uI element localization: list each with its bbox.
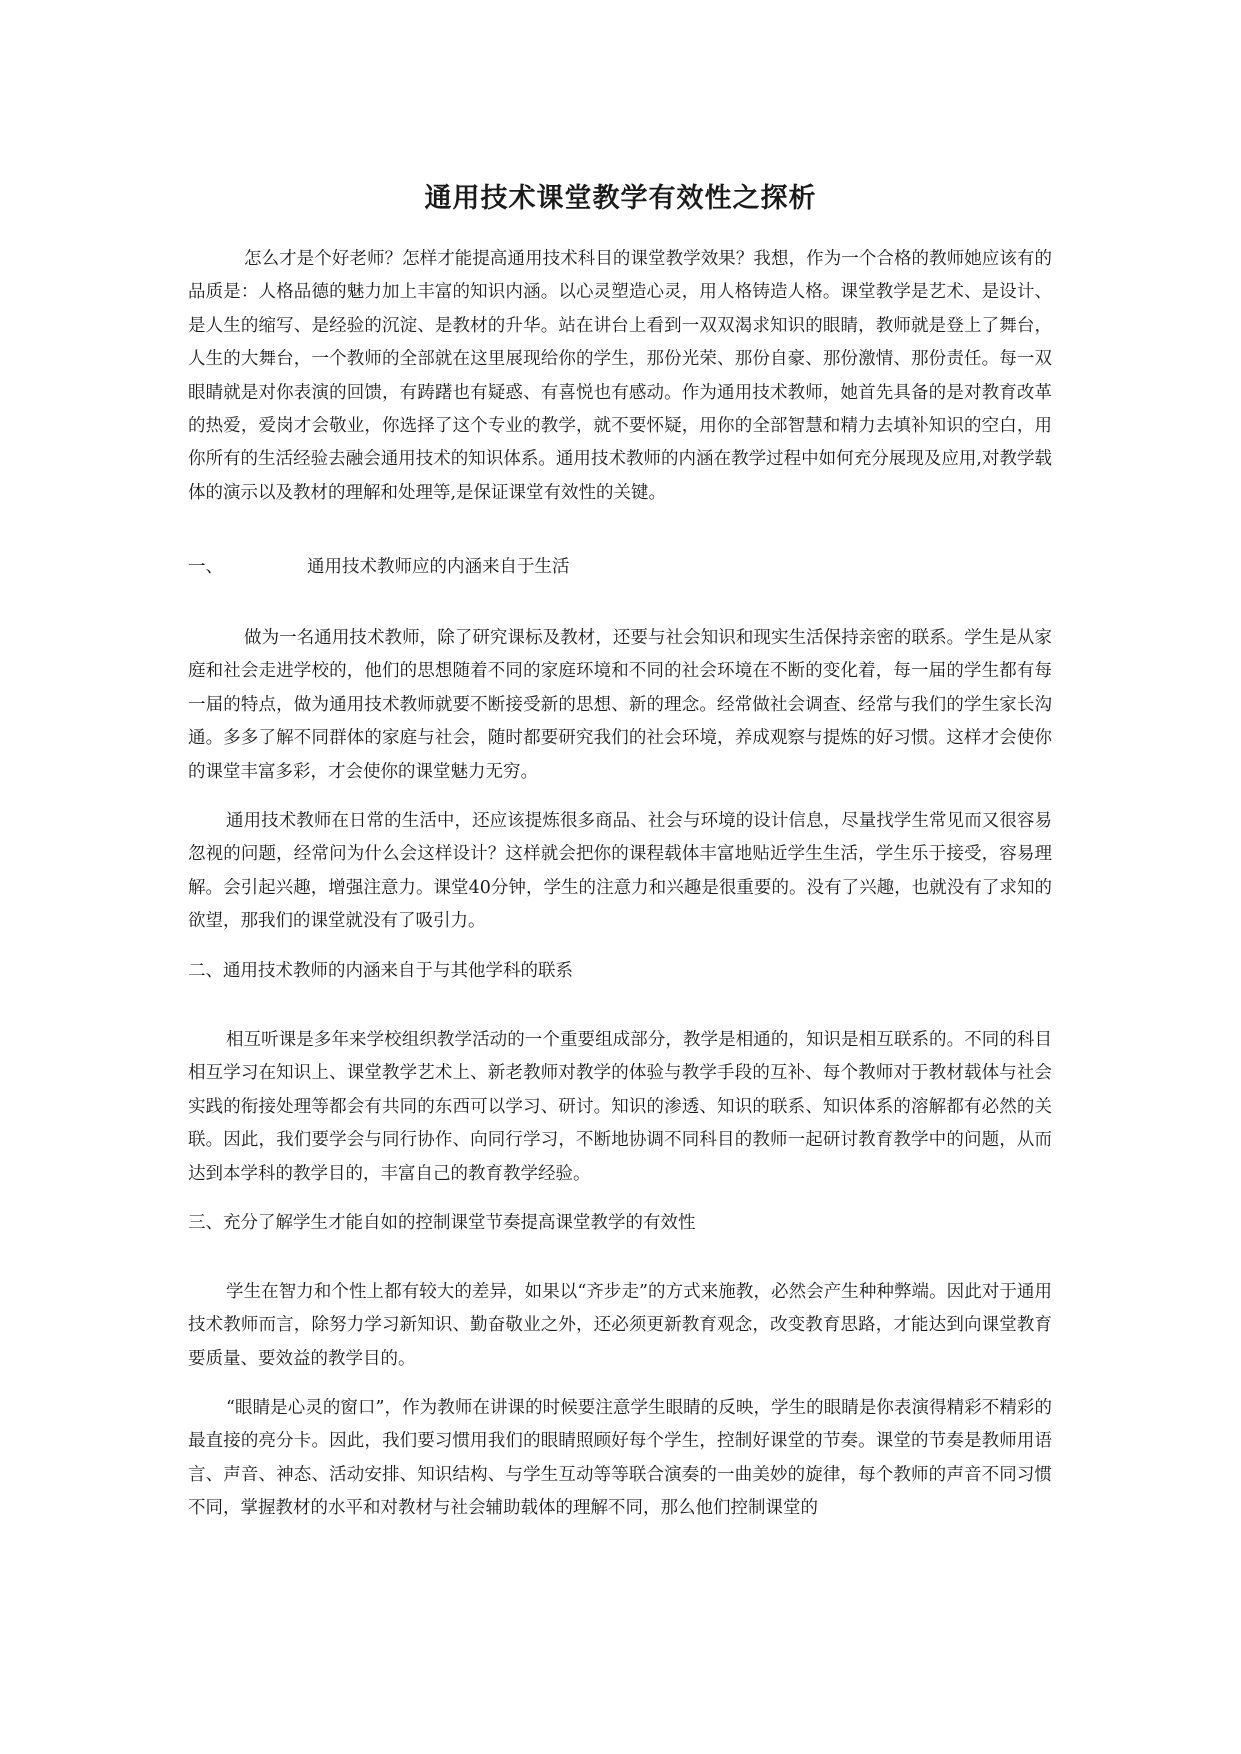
document-title: 通用技术课堂教学有效性之探析 xyxy=(424,183,817,215)
section1-paragraph-1: 做为一名通用技术教师，除了研究课标及教材，还要与社会知识和现实生活保持亲密的联系。学生是从家庭和社会走进学校的，他们的思想随着不同的家庭环境和不同的社会环境在不断的变化着，每一届的学生都有每一届的特点，做为通用技术教师就要不断接受新的思想、新的理念。经常做社会调查、经常与我们的学生家长沟通。多多了解不同群体的家庭与社会，随时都要研究我们的社会环境，养成观察与提炼的好习惯。这样才会使你的课堂丰富多彩，才会使你的课堂魅力无穷。 xyxy=(188,628,1052,782)
section3-heading: 三、充分了解学生才能自如的控制课堂节奏提高课堂教学的有效性 xyxy=(188,1213,696,1233)
section2-heading: 二、通用技术教师的内涵来自于与其他学科的联系 xyxy=(188,961,573,981)
section1-heading-text: 通用技术教师应的内涵来自于生活 xyxy=(307,557,570,577)
section1-heading xyxy=(188,551,1052,584)
section3-paragraph-2: “眼睛是心灵的窗口”，作为教师在讲课的时候要注意学生眼睛的反映，学生的眼睛是你表演得精彩不精彩的最直接的亮分卡。因此，我们要习惯用我们的眼睛照顾好每个学生，控制好课堂的节奏。课堂的节奏是教师用语言、声音、神态、活动安排、知识结构、与学生互动等等联合演奏的一曲美妙的旋律，每个教师的声音不同习惯不同，掌握教材的水平和对教材与社会辅助载体的理解不同，那么他们控制课堂的 xyxy=(188,1398,1052,1519)
section3-paragraph-1: 学生在智力和个性上都有较大的差异，如果以“齐步走”的方式来施教，必然会产生种种弊端。因此对于通用技术教师而言，除努力学习新知识、勤奋敬业之外，还必须更新教育观念，改变教育思路，才能达到向课堂教育要质量、要效益的教学目的。 xyxy=(188,1282,1052,1369)
section1-paragraph-2: 通用技术教师在日常的生活中，还应该提炼很多商品、社会与环境的设计信息，尽量找学生常见而又很容易忽视的问题，经常问为什么会这样设计？这样就会把你的课程载体丰富地贴近学生生活，学生乐于接受，容易理解。会引起兴趣，增强注意力。课堂40分钟，学生的注意力和兴趣是很重要的。没有了兴趣，也就没有了求知的欲望，那我们的课堂就没有了吸引力。 xyxy=(188,811,1052,932)
intro-paragraph: 怎么才是个好老师？怎样才能提高通用技术科目的课堂教学效果？我想，作为一个合格的教师她应该有的品质是：人格品德的魅力加上丰富的知识内涵。以心灵塑造心灵，用人格铸造人格。课堂教学是艺术、是设计、是人生的缩写、是经验的沉淀、是教材的升华。站在讲台上看到一双双渴求知识的眼睛，教师就是登上了舞台，人生的大舞台，一个教师的全部就在这里展现给你的学生，那份光荣、那份自豪、那份激情、那份责任。每一双眼睛就是对你表演的回馈，有踌躇也有疑惑、有喜悦也有感动。作为通用技术教师，她首先具备的是对教育改革的热爱，爱岗才会敬业，你选择了这个专业的教学，就不要怀疑，用你的全部智慧和精力去填补知识的空白，用你所有的生活经验去融会通用技术的知识体系。通用技术教师的内涵在教学过程中如何充分展现及应用,对教学载体的演示以及教材的理解和处理等,是保证课堂有效性的关键。 xyxy=(188,249,1052,503)
section1-number: 一、 xyxy=(188,557,223,577)
section2-paragraph-1: 相互听课是多年来学校组织教学活动的一个重要组成部分，教学是相通的，知识是相互联系的。不同的科目相互学习在知识上、课堂教学艺术上、新老教师对教学的体验与教学手段的互补、每个教师对于教材载体与社会实践的衔接处理等都会有共同的东西可以学习、研讨。知识的渗透、知识的联系、知识体系的溶解都有必然的关联。因此，我们要学会与同行协作、向同行学习，不断地协调不同科目的教师一起研讨教育教学中的问题，从而达到本学科的教学目的，丰富自己的教育教学经验。 xyxy=(188,1030,1052,1184)
